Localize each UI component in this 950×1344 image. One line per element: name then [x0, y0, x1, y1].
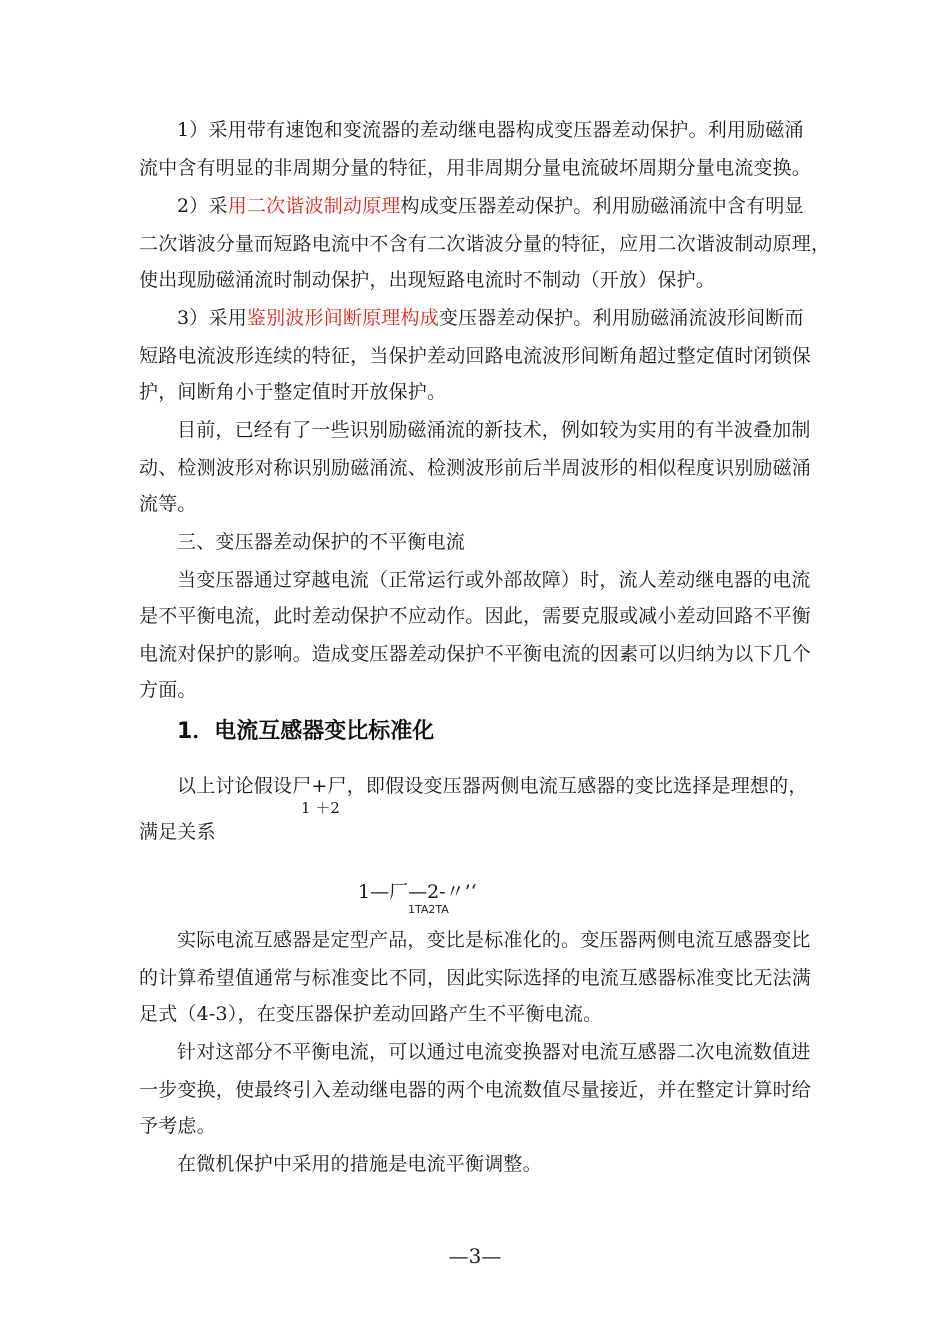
equation: 1—厂—2-〃’‘: [358, 881, 477, 903]
paragraph-7-line-1: 实际电流互感器是定型产品，变比是标准化的。变压器两侧电流互感器变比: [177, 929, 811, 951]
paragraph-4-line-2: 动、检测波形对称识别励磁涌流、检测波形前后半周波形的相似程度识别励磁涌: [139, 457, 812, 479]
text-run: 变压器差动保护。利用励磁涌流波形间断而: [438, 307, 804, 329]
paragraph-1-line-1: 1）采用带有速饱和变流器的差动继电器构成变压器差动保护。利用励磁涌: [177, 119, 804, 141]
paragraph-8-line-2: 一步变换，使最终引入差动继电器的两个电流数值尽量接近，并在整定计算时给: [139, 1079, 812, 1101]
paragraph-5-line-2: 是不平衡电流，此时差动保护不应动作。因此，需要克服或减小差动回路不平衡: [139, 605, 812, 627]
paragraph-9-line-1: 在微机保护中采用的措施是电流平衡调整。: [177, 1153, 542, 1175]
paragraph-8-line-3: 予考虑。: [139, 1115, 216, 1137]
highlighted-text: 用二次谐波制动原理: [227, 195, 401, 217]
paragraph-6-line-1: [177, 774, 808, 798]
text-run: 3）采用: [177, 307, 247, 329]
section-heading: 三、变压器差动保护的不平衡电流: [177, 531, 466, 553]
paragraph-5-line-1: 当变压器通过穿越电流（正常运行或外部故障）时，流人差动继电器的电流: [177, 569, 811, 591]
highlighted-text: 鉴别波形间断原理构成: [246, 307, 439, 329]
paragraph-4-line-3: 流等。: [139, 493, 197, 515]
paragraph-5-line-4: 方面。: [139, 679, 197, 701]
paragraph-3-line-2: 短路电流波形连续的特征，当保护差动回路电流波形间断角超过整定值时闭锁保: [139, 345, 812, 367]
paragraph-3-line-3: 护，间断角小于整定值时开放保护。: [139, 381, 447, 403]
text-run: 以上讨论假设: [177, 775, 293, 797]
paragraph-4-line-1: 目前，已经有了一些识别励磁涌流的新技术，例如较为实用的有半波叠加制: [177, 419, 811, 441]
paragraph-2-line-3: 使出现励磁涌流时制动保护，出现短路电流时不制动（开放）保护。: [139, 269, 716, 291]
page-number: —3—: [448, 1244, 502, 1268]
paragraph-2-line-1: [177, 194, 804, 218]
formula-symbol: 尸+尸: [292, 775, 347, 797]
text-run: ，即假设变压器两侧电流互感器的变比选择是理想的，: [346, 775, 808, 797]
formula-subscript: 1 ＋2: [301, 799, 340, 817]
text-run: 2）采: [177, 195, 228, 217]
paragraph-3-line-1: [177, 306, 804, 330]
paragraph-6-line-2: 满足关系: [139, 821, 216, 843]
paragraph-5-line-3: 电流对保护的影响。造成变压器差动保护不平衡电流的因素可以归纳为以下几个: [139, 643, 812, 665]
paragraph-8-line-1: 针对这部分不平衡电流，可以通过电流变换器对电流互感器二次电流数值进: [177, 1041, 811, 1063]
text-run: 构成变压器差动保护。利用励磁涌流中含有明显: [400, 195, 804, 217]
paragraph-1-line-2: 流中含有明显的非周期分量的特征，用非周期分量电流破坏周期分量电流变换。: [139, 157, 812, 179]
paragraph-7-line-3: 足式（4-3），在变压器保护差动回路产生不平衡电流。: [139, 1003, 603, 1025]
paragraph-2-line-2: 二次谐波分量而短路电流中不含有二次谐波分量的特征，应用二次谐波制动原理，: [139, 233, 831, 255]
paragraph-7-line-2: 的计算希望值通常与标准变比不同，因此实际选择的电流互感器标准变比无法满: [139, 967, 812, 989]
subsection-heading: 1．电流互感器变比标准化: [177, 719, 435, 744]
equation-subscript: 1TA2TA: [408, 903, 449, 916]
